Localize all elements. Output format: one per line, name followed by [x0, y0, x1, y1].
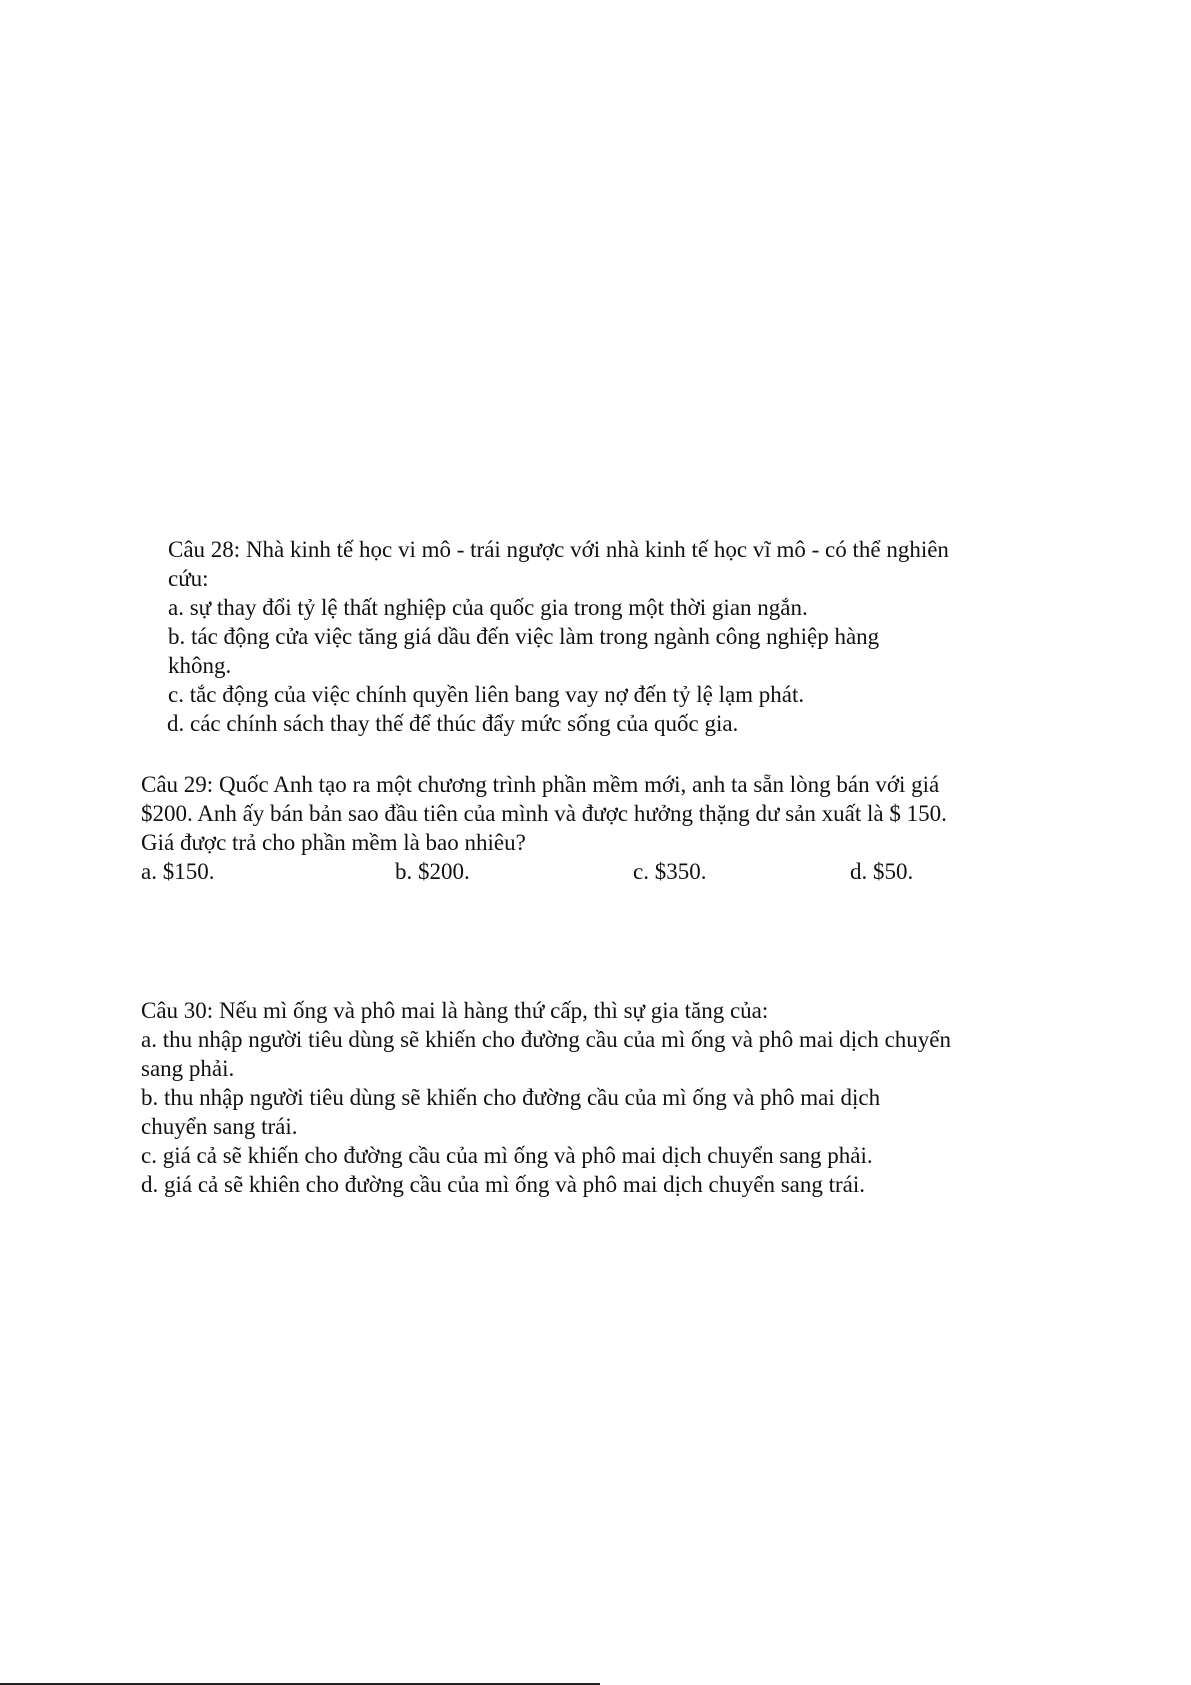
question-30-option-a-line-2: sang phải. [141, 1056, 235, 1081]
question-30-option-d: d. giá cả sẽ khiên cho đường cầu của mì ống và phô mai dịch chuyển sang trái. [141, 1172, 865, 1197]
question-30-option-a-line-1: a. thu nhập người tiêu dùng sẽ khiến cho đường cầu của mì ống và phô mai dịch chuyển [141, 1027, 951, 1052]
question-28-stem-line-2: cứu: [168, 566, 209, 591]
question-29-option-b: b. $200. [395, 859, 470, 884]
question-28-option-a: a. sự thay đổi tỷ lệ thất nghiệp của quốc gia trong một thời gian ngắn. [168, 595, 808, 620]
question-30-option-b-line-2: chuyển sang trái. [141, 1114, 298, 1139]
question-29-stem-line-2: $200. Anh ấy bán bản sao đầu tiên của mình và được hưởng thặng dư sản xuất là $ 150. [141, 801, 947, 826]
question-29-option-d: d. $50. [850, 859, 914, 884]
question-29-stem-line-1: Câu 29: Quốc Anh tạo ra một chương trình phần mềm mới, anh ta sẵn lòng bán với giá [141, 772, 940, 797]
question-29-stem-line-3: Giá được trả cho phần mềm là bao nhiêu? [141, 830, 526, 855]
question-30-option-b-line-1: b. thu nhập người tiêu dùng sẽ khiến cho đường cầu của mì ống và phô mai dịch [141, 1085, 881, 1110]
question-28-option-b-line-1: b. tác động cửa việc tăng giá dầu đến việc làm trong ngành công nghiệp hàng [168, 624, 880, 649]
question-28-option-b-line-2: không. [168, 653, 232, 678]
question-28-option-d: d. các chính sách thay thế để thúc đẩy mức sống của quốc gia. [167, 711, 739, 736]
question-30-option-c: c. giá cả sẽ khiến cho đường cầu của mì ống và phô mai dịch chuyển sang phải. [141, 1143, 873, 1168]
question-30-stem: Câu 30: Nếu mì ống và phô mai là hàng thứ cấp, thì sự gia tăng của: [141, 998, 769, 1023]
question-28-stem-line-1: Câu 28: Nhà kinh tế học vi mô - trái ngược với nhà kinh tế học vĩ mô - có thể nghiên [168, 537, 949, 562]
question-29-option-a: a. $150. [141, 859, 215, 884]
question-29-option-c: c. $350. [633, 859, 707, 884]
question-28-option-c: c. tắc động của việc chính quyền liên bang vay nợ đến tỷ lệ lạm phát. [168, 682, 805, 707]
